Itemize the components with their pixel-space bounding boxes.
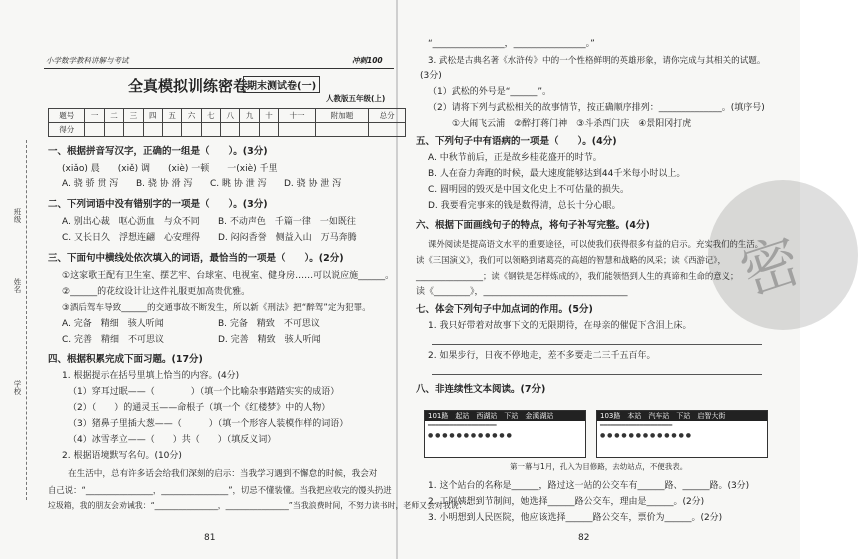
q1-option-c[interactable]: C. 眺 协 泄 泻: [210, 179, 267, 189]
q7-answer-line-1[interactable]: [432, 344, 762, 345]
q5-option-d[interactable]: D. 我要看完事来的钱是数得清，总长十分心眼。: [428, 201, 621, 211]
score-cell: 三: [124, 109, 143, 123]
q7-sentence-1: 1. 我只好带着对故事下文的无限期待，在母亲的催促下含泪上床。: [428, 321, 692, 331]
q1-line: (xiǎo) 晨 (xiě) 调 (xiè) 一顿 一(xiè) 千里: [62, 164, 278, 174]
q8-item-1: 1. 这个站台的名称是______，路过这一站的公交车有______路、______路。(3分): [428, 481, 750, 491]
q3-sentence-1: ①这家歌王配有卫生室、摆艺牢、台球室、电视室、健身房……可以说应施______。: [62, 271, 395, 281]
q5-option-b[interactable]: B. 人在奋力奔跑的时候，最大速度能够达到44千米每小时以上。: [428, 169, 686, 179]
q3-option-d[interactable]: D. 完善 精致 骇人听闻: [218, 335, 321, 345]
side-label-school: 学校: [13, 380, 22, 395]
page-number-right: 82: [578, 533, 590, 543]
q8-item-2: 2. 工阿姨想到节制间，她选择______路公交车，理由是______。(2分): [428, 497, 705, 507]
q6-line-2: 读《三国演义》，我们可以领略到诸葛亮的高超的智慧和战略的风采；读《西游记》，: [416, 255, 726, 265]
header-left: 小学数学教科讲解与考试: [46, 56, 129, 65]
bus-sign-row: ━━━━━━━━━━━━━━━━━━━: [428, 422, 497, 429]
q6-title: 六、根据下面画线句子的特点，将句子补写完整。(4分): [416, 220, 650, 231]
score-cell: 七: [201, 109, 220, 123]
score-cell: 五: [162, 109, 181, 123]
score-cell: 二: [104, 109, 123, 123]
q1-option-a[interactable]: A. 骁 骄 贯 泻: [62, 179, 119, 189]
q2-title: 二、下列词语中没有错别字的一项是（ ）。(3分): [48, 199, 268, 210]
q3-title: 三、下面句中横线处依次填入的词语，最恰当的一项是（ ）。(2分): [48, 253, 344, 264]
bus-sign-caption: 第一幕与1月，孔入为目修路，去幼站点，不便我表。: [510, 462, 688, 471]
score-cell: 题号: [49, 109, 85, 123]
q4-item-4: （4）冰雪孝立——（ ）共（ ）（填反义词）: [68, 435, 277, 445]
q4-paragraph-3: 垃圾箱，我的朋友会劝诫我：“________________，________________”当我浪费时间，不努力读书时，老师又会对我说：“: [48, 501, 471, 510]
score-input-cell[interactable]: [369, 123, 406, 137]
q1-option-b[interactable]: B. 骁 协 滑 泻: [136, 179, 193, 189]
q1-option-d[interactable]: D. 骁 协 泄 泻: [284, 179, 342, 189]
score-table: [48, 108, 406, 137]
header-rule: [44, 68, 394, 69]
side-label-name: 姓名: [13, 278, 22, 293]
q2-option-c[interactable]: C. 又长日久 浮想连翩 心安理得: [62, 233, 201, 243]
q6-line-1: 课外阅读是提高语文水平的重要途径，可以使我们获得很多有益的启示。充实我们的生活。: [428, 239, 763, 249]
score-cell: 四: [143, 109, 162, 123]
score-input-cell[interactable]: [259, 123, 278, 137]
q2-option-a[interactable]: A. 别出心裁 呕心沥血 与众不同: [62, 217, 200, 227]
q4-title: 四、根据积累完成下面习题。(17分): [48, 354, 203, 365]
score-cell: 六: [182, 109, 201, 123]
score-cell: 附加题: [315, 109, 369, 123]
q7-answer-line-2[interactable]: [432, 374, 762, 375]
score-input-cell[interactable]: [240, 123, 259, 137]
score-cell: 九: [240, 109, 259, 123]
q8-item-3: 3. 小明想到人民医院，他应该选择______路公交车，票价为______。(2分): [428, 513, 723, 523]
page-number-left: 81: [204, 533, 216, 543]
q3-option-a[interactable]: A. 完备 精细 骇人听闻: [62, 319, 164, 329]
score-input-cell[interactable]: [124, 123, 143, 137]
score-cell: 十: [259, 109, 278, 123]
score-table-header-row: [49, 109, 406, 123]
q5-option-a[interactable]: A. 中秋节前后，正是故乡桂花盛开的时节。: [428, 153, 602, 163]
q2-option-d[interactable]: D. 闷闷香誉 侧益入山 万马奔腾: [218, 233, 357, 243]
score-input-cell[interactable]: [85, 123, 104, 137]
score-input-cell[interactable]: [221, 123, 240, 137]
score-table-score-row: [49, 123, 406, 137]
page-title: 全真模拟训练密卷: [128, 77, 249, 95]
q3-sentence-3: ③酒后驾车导致______的交通事故不断发生，所以新《刑法》把“醉驾”定为犯罪。: [62, 303, 371, 313]
binding-line: [26, 140, 27, 500]
q4-paragraph-1: 在生活中，总有许多话会给我们深刻的启示：当我学习遇到不懈怠的时候，我会对: [68, 469, 378, 479]
score-input-cell[interactable]: [162, 123, 181, 137]
score-cell: 一: [85, 109, 104, 123]
score-input-cell[interactable]: [279, 123, 315, 137]
bus-sign-left-header: 101路 起站 西湖站 下站 金溪湖站: [425, 411, 585, 421]
q6-line-4: 读《________》，________________________________: [416, 287, 628, 297]
q1-title: 一、根据拼音写汉字，正确的一组是（ ）。(3分): [48, 146, 268, 157]
r-q3-2: （2）请将下列与武松相关的故事情节，按正确顺序排列：______________。(填序号): [428, 103, 765, 113]
watermark-stamp-char: 密: [732, 225, 809, 309]
bus-sign-right: [596, 410, 768, 458]
q6-line-3: ________________；读《钢铁是怎样炼成的》，我们能领悟到人生的真谛和生命的意义；: [416, 271, 739, 281]
bus-sign-left: [424, 410, 586, 458]
score-cell: 十一: [279, 109, 315, 123]
q4-item-2: （2）（ ）的通灵玉——命根子（填一个《红楼梦》中的人物）: [68, 403, 331, 413]
bus-sign-row: ● ● ● ● ● ● ● ● ● ● ● ● ●: [600, 432, 691, 439]
bus-sign-row: ━━━━━━━━━━━━━━━━━━━━: [600, 422, 673, 429]
q5-option-c[interactable]: C. 圆明园的毁灭是中国文化史上不可估量的损失。: [428, 185, 630, 195]
r-top-line: “________________，________________。”: [428, 39, 595, 49]
side-label-class: 班级: [13, 208, 22, 223]
q4-part-2: 2. 根据语境默写名句。(10分): [62, 451, 182, 461]
score-input-cell[interactable]: [182, 123, 201, 137]
q8-title: 八、非连续性文本阅读。(7分): [416, 384, 546, 395]
q4-paragraph-2: 自己说：“________________，________________”，切忌不懂装懂。当我把应收完的馒头扔进: [48, 485, 392, 495]
q7-sentence-2: 2. 如果步行，日夜不停地走，差不多要走二三千五百年。: [428, 351, 656, 361]
q3-option-c[interactable]: C. 完善 精细 不可思议: [62, 335, 165, 345]
q3-sentence-2: ②______的花纹设计让这件礼服更加高贵优雅。: [62, 287, 251, 297]
q7-title: 七、体会下列句子中加点词的作用。(5分): [416, 304, 593, 315]
score-cell: 八: [221, 109, 240, 123]
header-right: 冲刺100: [352, 56, 383, 65]
q4-item-3: （3）猪鼻子里插大葱——（ ）（填一个形容人装模作样的词语）: [68, 419, 349, 429]
title-tag: 期末测试卷(一): [243, 76, 320, 93]
score-row-label: 得分: [49, 123, 85, 137]
r-q3: 3. 武松是古典名著《水浒传》中的一个性格鲜明的英雄形象，请你完成与其相关的试题。: [428, 56, 766, 66]
r-q3-1: （1）武松的外号是“______”。: [428, 87, 552, 97]
q4-item-1: （1）穿耳过眠——（ ）（填一个比喻杂事踏踏实实的成语）: [68, 387, 340, 397]
r-q3-options: ①大闹飞云浦 ②醉打蒋门神 ③斗杀西门庆 ④景阳冈打虎: [452, 119, 692, 129]
score-input-cell[interactable]: [315, 123, 369, 137]
q4-part-1: 1. 根据提示在括号里填上恰当的内容。(4分): [62, 371, 240, 381]
edition: 人教版五年级(上): [326, 94, 386, 103]
q2-option-b[interactable]: B. 不动声色 千篇一律 一如既往: [218, 217, 356, 227]
score-input-cell[interactable]: [201, 123, 220, 137]
r-q3-score: (3分): [420, 71, 442, 81]
q5-title: 五、下列句子中有语病的一项是（ ）。(4分): [416, 136, 617, 147]
bus-sign-right-header: 103路 本站 汽车站 下站 启智大街: [597, 411, 767, 421]
score-cell: 总分: [369, 109, 406, 123]
q3-option-b[interactable]: B. 完备 精致 不可思议: [218, 319, 320, 329]
page-divider: [396, 0, 398, 559]
score-input-cell[interactable]: [104, 123, 123, 137]
score-input-cell[interactable]: [143, 123, 162, 137]
bus-sign-row: ● ● ● ● ● ● ● ● ● ● ● ●: [428, 432, 512, 439]
